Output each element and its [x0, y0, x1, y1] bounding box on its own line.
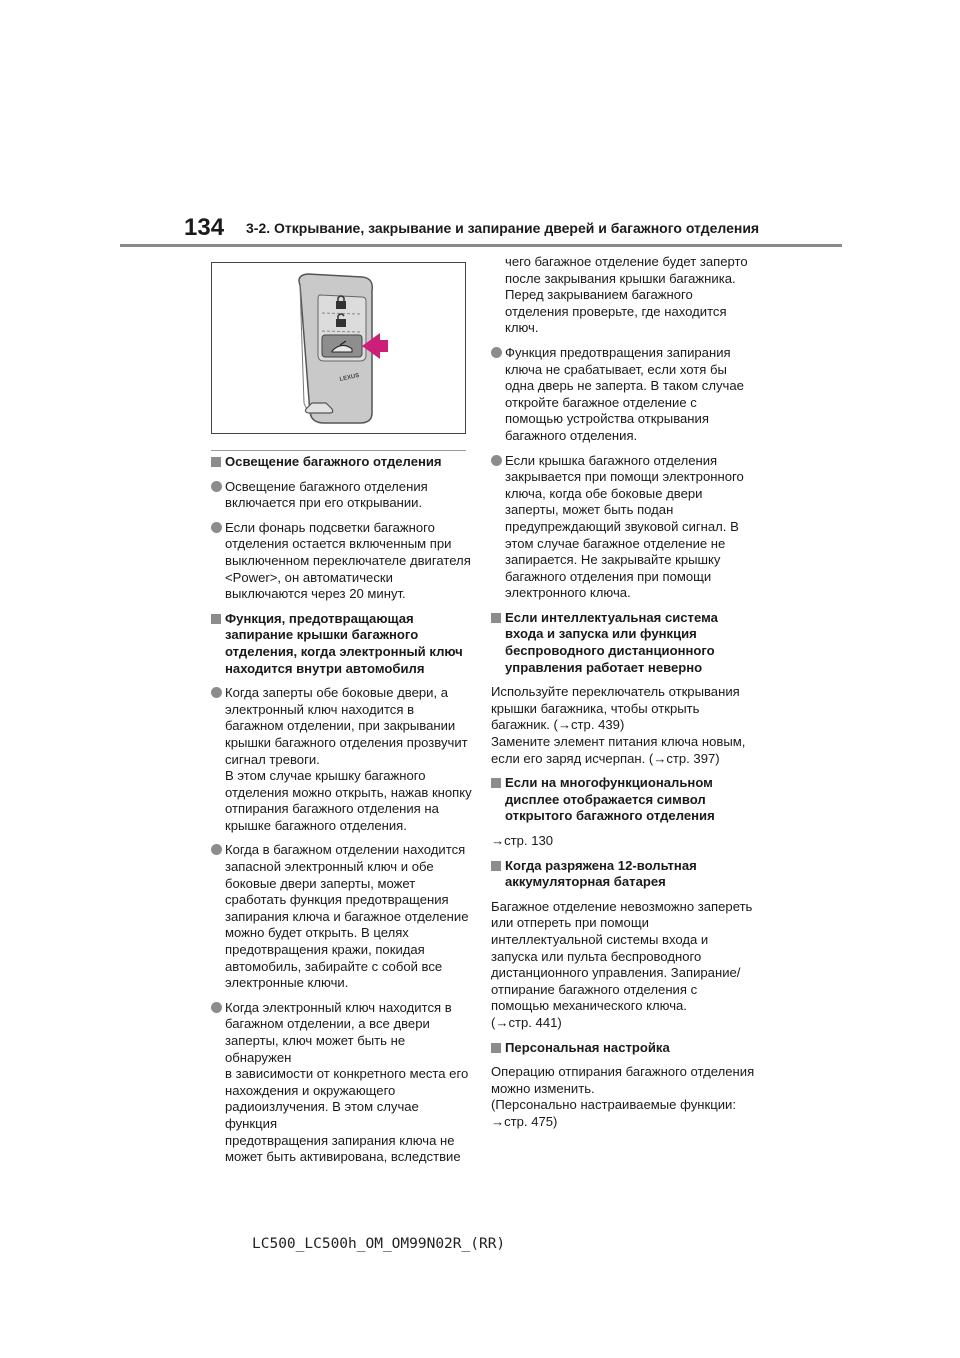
- paragraph-use-opener-switch: Используйте переключатель открывания крышки багажника, чтобы открыть багажник. (→стр. 439) Замените элемент питания ключа новым, если его заряд исчерпан. (→стр. 397): [491, 684, 746, 766]
- header-rule: [120, 244, 842, 247]
- heading-trunk-light: Освещение багажного отделения: [211, 454, 473, 471]
- paragraph-page-ref-130: →стр. 130: [491, 833, 554, 848]
- bullet-trunk-light-auto-off: Если фонарь подсветки багажного отделения остается включенным при выключенном переключателе двигателя <Power>, он автоматически выключаются через 20 минут.: [211, 520, 473, 603]
- heading-display-symbol: Если на многофункциональном дисплее отображается символ открытого багажного отделения: [491, 775, 759, 825]
- bullet-spare-key-inside: Когда в багажном отделении находится запасной электронный ключ и обе боковые двери заперты, может сработать функция предотвращения запирания ключа и багажное отделение можно будет открыть. В целях предотвращения кражи, покидая автомобиль, забирайте с собой все электронные ключи.: [211, 842, 473, 991]
- section-title: 3-2. Открывание, закрывание и запирание дверей и багажного отделения: [246, 220, 760, 236]
- left-column: [211, 454, 473, 1166]
- right-column: [491, 254, 759, 1131]
- bullet-trunk-light-on: Освещение багажного отделения включается при его открывании.: [211, 479, 473, 512]
- key-brand-label: LEXUS: [339, 372, 360, 383]
- smart-key-illustration: [212, 263, 465, 433]
- bullet-closing-with-key-warning: Если крышка багажного отделения закрывается при помощи электронного ключа, когда обе боковые двери заперты, может быть подан предупреждающий звуковой сигнал. В этом случае багажное отделение не запирается. Не закрывайте крышку багажного отделения при помощи электронного ключа.: [491, 453, 759, 602]
- heading-customization: Персональная настройка: [491, 1040, 759, 1057]
- figure-rule: [211, 450, 466, 451]
- heading-battery-discharged: Когда разряжена 12-вольтная аккумуляторная батарея: [491, 858, 759, 891]
- page-number: 134: [184, 214, 225, 241]
- paragraph-mechanical-key: Багажное отделение невозможно запереть или отпереть при помощи интеллектуальной системы входа и запуска или пульта беспроводного дистанционного управления. Запирание/ отпирание багажного отделения с помощью механического ключа. (→стр. 441): [491, 898, 753, 1030]
- footer-doc-code: LC500_LC500h_OM_OM99N02R_(RR): [252, 1236, 506, 1252]
- key-figure: [211, 262, 466, 434]
- bullet-key-not-detected: Когда электронный ключ находится в багажном отделении, а все двери заперты, ключ может быть не обнаружен в зависимости от конкретного места его нахождения и окружающего радиоизлучения. В этом случае функция предотвращения запирания ключа не может быть активирована, вследствие: [211, 1000, 473, 1166]
- bullet-function-not-working: Функция предотвращения запирания ключа не срабатывает, если хотя бы одна дверь не заперта. В таком случае откройте багажное отделение с помощью устройства открывания багажного отделения.: [491, 345, 759, 445]
- bullet-alarm-when-key-inside: Когда заперты обе боковые двери, а электронный ключ находится в багажном отделении, при закрывании крышки багажного отделения прозвучит сигнал тревоги. В этом случае крышку багажного отделения можно открыть, нажав кнопку отпирания багажного отделения на крышке багажного отделения.: [211, 685, 473, 834]
- paragraph-customization: Операцию отпирания багажного отделения можно изменить. (Персонально настраиваемые функции: →стр. 475): [491, 1064, 755, 1129]
- continuation-text: чего багажное отделение будет заперто после закрывания крышки багажника. Перед закрыванием багажного отделения проверьте, где находится ключ.: [505, 254, 748, 336]
- heading-smart-system-malfunction: Если интеллектуальная система входа и запуска или функция беспроводного дистанционного управления работает неверно: [491, 610, 759, 676]
- heading-key-lockout-prevention: Функция, предотвращающая запирание крышки багажного отделения, когда электронный ключ находится внутри автомобиля: [211, 611, 473, 677]
